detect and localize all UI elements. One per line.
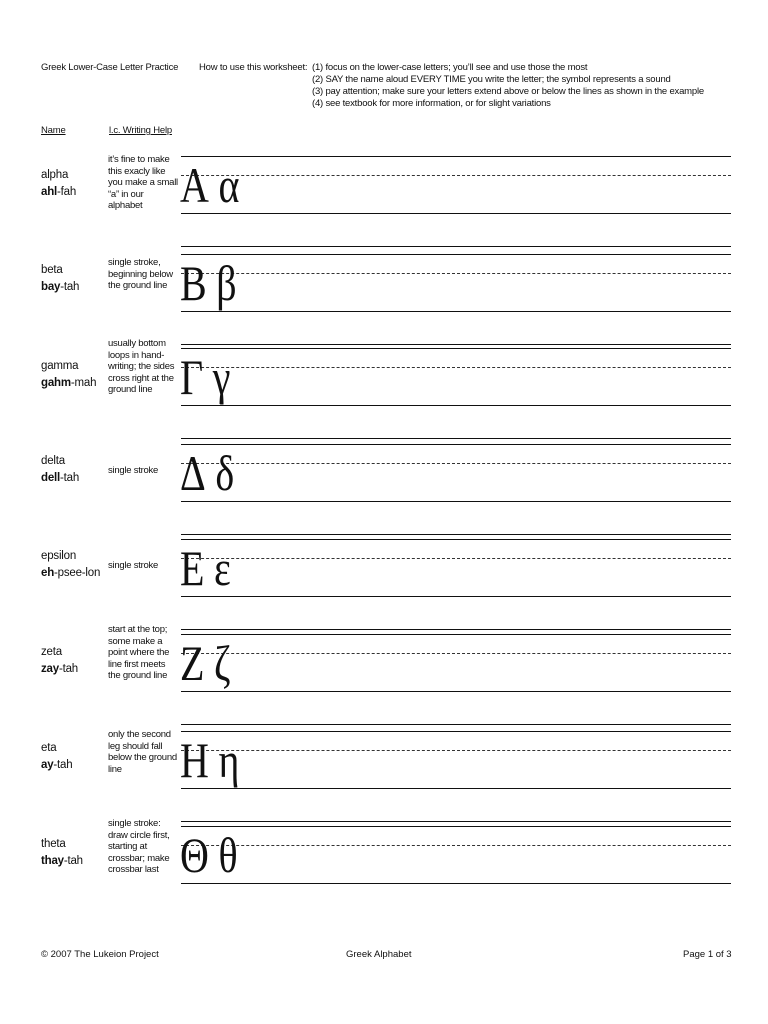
letter-name: delta — [41, 455, 65, 467]
pronunciation-rest: -psee-lon — [54, 567, 101, 579]
bottom-line — [181, 724, 731, 725]
pronunciation-rest: -tah — [58, 663, 78, 675]
top-line — [181, 731, 731, 732]
top-line — [181, 539, 731, 540]
lowercase-letter: ε — [214, 540, 231, 596]
letter-name: epsilon — [41, 550, 77, 562]
uppercase-letter: Γ — [180, 349, 204, 405]
instruction-4: (4) see textbook for more information, or for slight variations — [312, 98, 551, 109]
letter-name-block — [41, 740, 72, 774]
bottom-line — [181, 629, 731, 630]
letter-row-beta — [0, 251, 768, 346]
worksheet-title: Greek Lower-Case Letter Practice — [41, 62, 179, 73]
pronunciation — [41, 279, 79, 296]
example-letters — [180, 539, 231, 597]
letter-name-block — [41, 836, 83, 870]
example-letters — [180, 156, 239, 214]
letter-row-epsilon — [0, 536, 768, 631]
writing-help: single stroke — [108, 465, 159, 476]
top-line — [181, 348, 731, 349]
pronunciation-rest: -tah — [60, 281, 80, 293]
ground-line — [181, 405, 731, 406]
pronunciation-stress: zay — [41, 663, 59, 675]
footer-page-number: Page 1 of 3 — [683, 949, 732, 960]
letter-row-zeta — [0, 624, 768, 726]
top-line — [181, 444, 731, 445]
mid-line — [181, 367, 731, 368]
pronunciation-stress: dell — [41, 472, 61, 484]
letter-name: beta — [41, 264, 63, 276]
mid-line — [181, 273, 731, 274]
letter-name: theta — [41, 838, 66, 850]
top-line — [181, 634, 731, 635]
mid-line — [181, 845, 731, 846]
pronunciation-stress: ahl — [41, 186, 58, 198]
lowercase-letter: γ — [212, 349, 231, 405]
lowercase-letter: θ — [218, 827, 238, 883]
pronunciation — [41, 184, 76, 201]
ground-line — [181, 883, 731, 884]
pronunciation-stress: eh — [41, 567, 55, 579]
bottom-line — [181, 821, 731, 822]
mid-line — [181, 558, 731, 559]
ground-line — [181, 596, 731, 597]
letter-name-block — [41, 262, 79, 296]
letter-name-block — [41, 453, 79, 487]
letter-name-block — [41, 358, 96, 392]
writing-help: single stroke, beginning below the ground line — [108, 257, 173, 292]
pronunciation-rest: -mah — [70, 377, 97, 389]
example-letters — [180, 348, 230, 406]
pronunciation — [41, 757, 72, 774]
letter-row-eta — [0, 728, 768, 823]
pronunciation-stress: gahm — [41, 377, 71, 389]
uppercase-letter: Ε — [180, 540, 205, 596]
mid-line — [181, 653, 731, 654]
letter-row-gamma — [0, 338, 768, 440]
example-letters — [180, 634, 231, 692]
letter-name: gamma — [41, 360, 79, 372]
writing-help: single stroke — [108, 560, 159, 571]
howto-label: How to use this worksheet: — [199, 62, 308, 73]
pronunciation — [41, 661, 78, 678]
ground-line — [181, 311, 731, 312]
top-line — [181, 826, 731, 827]
letter-name-block — [41, 548, 100, 582]
writing-help: start at the top; some make a point where the line first meets the ground line — [108, 624, 170, 682]
lowercase-letter: η — [218, 732, 240, 788]
top-line — [181, 254, 731, 255]
letter-name: eta — [41, 742, 57, 754]
letter-row-delta — [0, 441, 768, 536]
pronunciation-rest: -tah — [53, 759, 73, 771]
letter-row-alpha — [0, 153, 768, 248]
pronunciation-stress: ay — [41, 759, 54, 771]
ground-line — [181, 691, 731, 692]
pronunciation-stress: bay — [41, 281, 61, 293]
example-letters — [180, 254, 237, 312]
pronunciation-stress: thay — [41, 855, 64, 867]
lowercase-letter: β — [216, 255, 237, 311]
column-header-name: Name — [41, 125, 66, 136]
pronunciation — [41, 565, 100, 582]
pronunciation-rest: -fah — [57, 186, 77, 198]
uppercase-letter: Β — [180, 255, 207, 311]
letter-name-block — [41, 644, 78, 678]
letter-name: zeta — [41, 646, 62, 658]
lowercase-letter: ζ — [214, 635, 231, 691]
column-header-writing-help: l.c. Writing Help — [109, 125, 172, 136]
pronunciation-rest: -tah — [60, 472, 80, 484]
pronunciation — [41, 375, 96, 392]
instruction-2: (2) SAY the name aloud EVERY TIME you write the letter; the symbol represents a sound — [312, 74, 671, 85]
pronunciation — [41, 470, 79, 487]
uppercase-letter: Ζ — [180, 635, 205, 691]
bottom-line — [181, 438, 731, 439]
uppercase-letter: Δ — [180, 445, 206, 501]
uppercase-letter: Α — [180, 157, 209, 213]
example-letters — [180, 826, 238, 884]
ground-line — [181, 501, 731, 502]
writing-help: single stroke: draw circle first, starting at crossbar; make crossbar last — [108, 818, 170, 876]
instructions-list — [312, 62, 704, 110]
writing-help: only the second leg should fall below the ground line — [108, 729, 177, 775]
ground-line — [181, 788, 731, 789]
example-letters — [180, 444, 234, 502]
pronunciation-rest: -tah — [63, 855, 83, 867]
ground-line — [181, 213, 731, 214]
bottom-line — [181, 534, 731, 535]
footer-document-title: Greek Alphabet — [346, 949, 412, 960]
mid-line — [181, 463, 731, 464]
mid-line — [181, 175, 731, 176]
writing-help: usually bottom loops in hand-writing; the sides cross right at the ground line — [108, 338, 175, 396]
letter-name: alpha — [41, 169, 69, 181]
uppercase-letter: Η — [180, 732, 209, 788]
pronunciation — [41, 853, 83, 870]
lowercase-letter: δ — [215, 445, 235, 501]
letter-name-block — [41, 167, 76, 201]
lowercase-letter: α — [218, 157, 240, 213]
writing-help: it’s fine to make this exacly like you make a small “a” in our alphabet — [108, 154, 178, 212]
mid-line — [181, 750, 731, 751]
example-letters — [180, 731, 239, 789]
bottom-line — [181, 246, 731, 247]
instruction-3: (3) pay attention; make sure your letters extend above or below the lines as shown in the example — [312, 86, 704, 97]
instruction-1: (1) focus on the lower-case letters; you’ll see and use those the most — [312, 62, 588, 73]
uppercase-letter: Θ — [180, 827, 209, 883]
footer-copyright: © 2007 The Lukeion Project — [41, 949, 159, 960]
letter-row-theta — [0, 818, 768, 918]
top-line — [181, 156, 731, 157]
